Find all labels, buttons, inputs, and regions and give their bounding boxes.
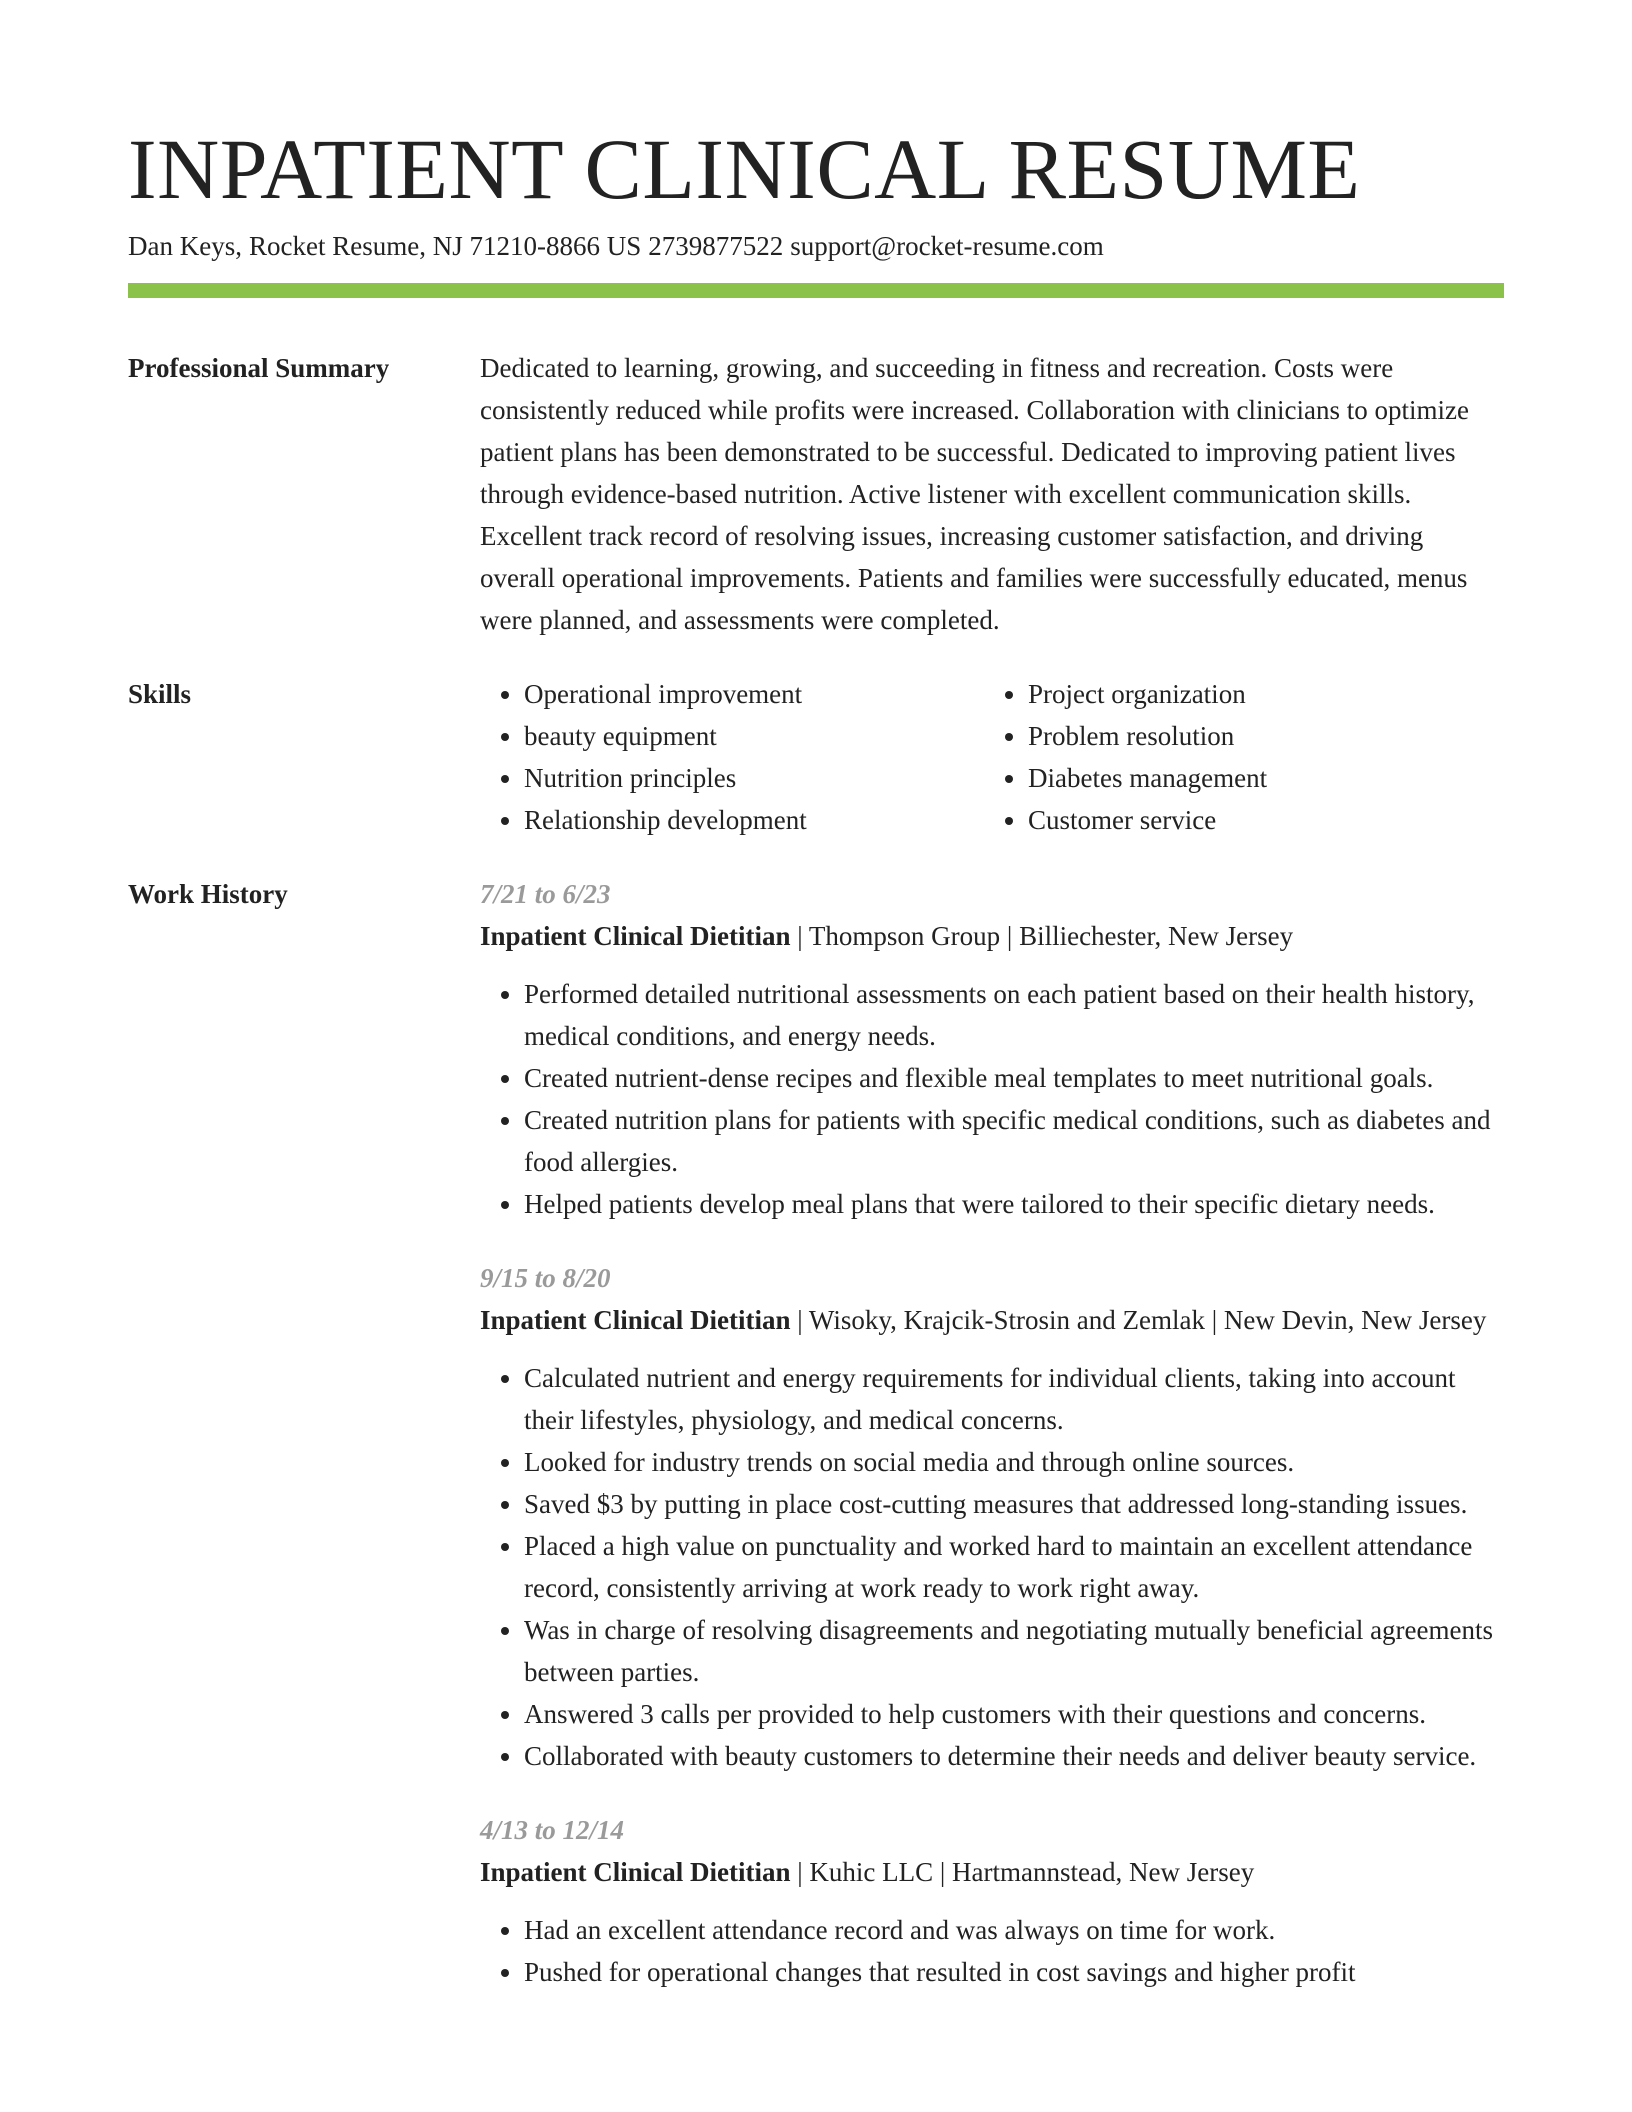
job-bullet-list [480,973,1504,1225]
section-label-work-history: Work History [128,879,288,909]
skill-item: • Relationship development [524,799,984,841]
job-bullet: • Collaborated with beauty customers to determine their needs and deliver beauty service. [524,1735,1504,1777]
job-details: | Kuhic LLC | Hartmannstead, New Jersey [790,1857,1255,1887]
job-bullet: • Was in charge of resolving disagreements and negotiating mutually beneficial agreements between parties. [524,1609,1504,1693]
work-history-section [128,873,1504,2025]
job-role: Inpatient Clinical Dietitian [480,1305,791,1335]
job-entry [480,873,1504,1225]
skills-column-left [480,673,984,841]
job-bullet: • Performed detailed nutritional assessments on each patient based on their health history, medical conditions, and energy needs. [524,973,1504,1057]
job-dates: 4/13 to 12/14 [480,1815,625,1845]
job-header [480,915,1504,957]
job-bullet: • Created nutrition plans for patients with specific medical conditions, such as diabetes and food allergies. [524,1099,1504,1183]
job-entry [480,1257,1504,1777]
job-bullet: • Created nutrient-dense recipes and flexible meal templates to meet nutritional goals. [524,1057,1504,1099]
professional-summary-section [128,347,1504,641]
section-label-professional-summary: Professional Summary [128,353,390,383]
job-entry [480,1809,1504,1993]
job-bullet: • Placed a high value on punctuality and worked hard to maintain an excellent attendance record, consistently arriving at work ready to work right away. [524,1525,1504,1609]
job-bullet: • Helped patients develop meal plans that were tailored to their specific dietary needs. [524,1183,1504,1225]
contact-address: Rocket Resume, NJ 71210-8866 US [248,231,642,261]
contact-email: support@rocket-resume.com [790,231,1104,261]
skills-section [128,673,1504,841]
job-bullet: • Calculated nutrient and energy requirements for individual clients, taking into account their lifestyles, physiology, and medical concerns. [524,1357,1504,1441]
skill-item: • Customer service [1028,799,1488,841]
skill-item: • beauty equipment [524,715,984,757]
job-dates: 9/15 to 8/20 [480,1263,611,1293]
skills-column-right [984,673,1488,841]
professional-summary-body [480,347,1504,641]
job-bullet-list [480,1357,1504,1777]
job-bullet: • Pushed for operational changes that resulted in cost savings and higher profit [524,1951,1504,1993]
skills-body [480,673,1504,841]
contact-phone: 2739877522 [648,231,784,261]
work-history-body [480,873,1504,2025]
job-bullet: • Answered 3 calls per provided to help customers with their questions and concerns. [524,1693,1504,1735]
job-role: Inpatient Clinical Dietitian [480,921,791,951]
job-details: | Thompson Group | Billiechester, New Jersey [790,921,1294,951]
skill-item: • Diabetes management [1028,757,1488,799]
job-bullet: • Looked for industry trends on social media and through online sources. [524,1441,1504,1483]
job-header [480,1299,1504,1341]
skill-item: • Nutrition principles [524,757,984,799]
job-bullet: • Had an excellent attendance record and was always on time for work. [524,1909,1504,1951]
job-dates: 7/21 to 6/23 [480,879,611,909]
skills-grid [480,673,1504,841]
job-details: | Wisoky, Krajcik-Strosin and Zemlak | New Devin, New Jersey [790,1305,1487,1335]
job-bullet: • Saved $3 by putting in place cost-cutting measures that addressed long-standing issues. [524,1483,1504,1525]
job-bullet-list [480,1909,1504,1993]
professional-summary-text: Dedicated to learning, growing, and succeeding in fitness and recreation. Costs were consistently reduced while profits were increased. Collaboration with clinicians to optimize patient plans has been demonstrated to be successful. Dedicated to improving patient lives through evidence-based nutrition. Active listener with excellent communication skills. Excellent track record of resolving issues, increasing customer satisfaction, and driving overall operational improvements. Patients and families were successfully educated, menus were planned, and assessments were completed. [480,353,1469,635]
section-label-skills: Skills [128,679,192,709]
job-role: Inpatient Clinical Dietitian [480,1857,791,1887]
resume-title: INPATIENT CLINICAL RESUME [128,121,1361,217]
skill-item: • Operational improvement [524,673,984,715]
contact-line [128,228,1504,264]
contact-name: Dan Keys, [128,231,242,261]
header-accent-rule [128,283,1504,298]
skill-item: • Project organization [1028,673,1488,715]
resume-document [128,0,1504,2025]
skill-item: • Problem resolution [1028,715,1488,757]
job-header [480,1851,1504,1893]
